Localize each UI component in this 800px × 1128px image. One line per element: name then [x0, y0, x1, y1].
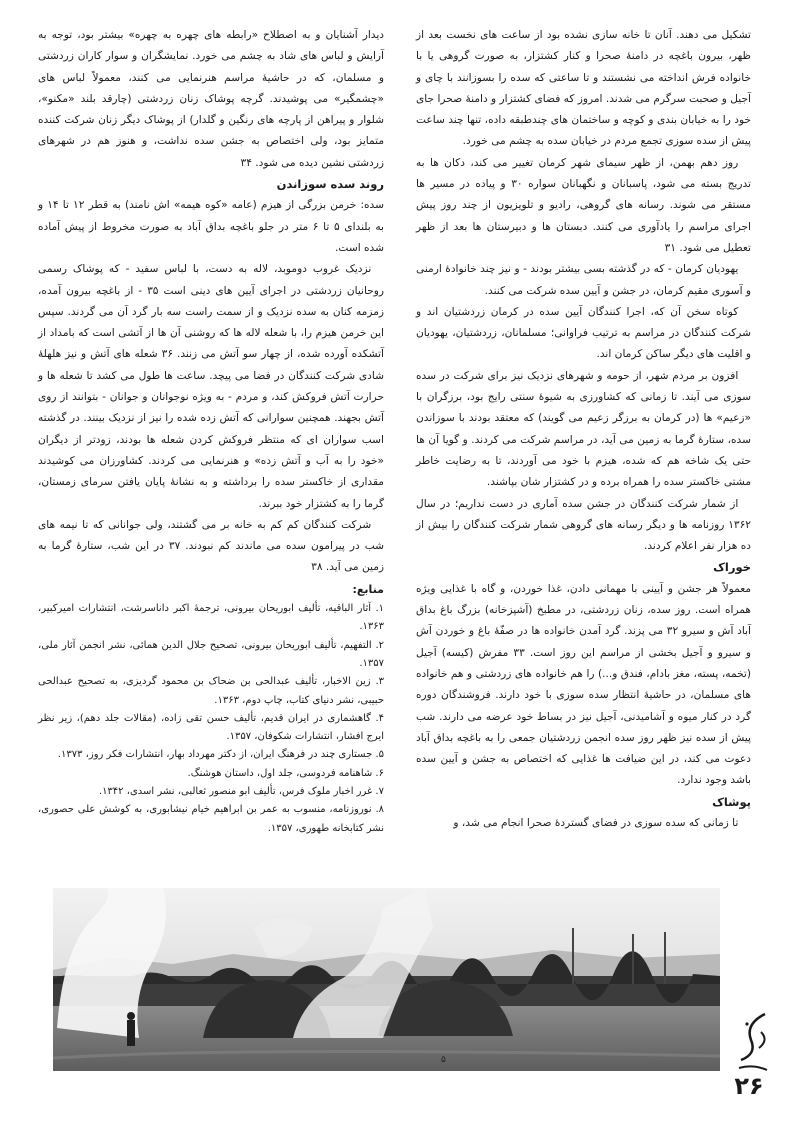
paragraph: روز دهم بهمن، از ظهر سیمای شهر کرمان تغییر می کند، دکان ها به تدریج بسته می شود، پاسبانان و نگهبانان سواره ۳۰ و پیاده در مسیر ها مستقر می شوند. رسانه های گروهی، رادیو و تلویزیون از چند روز پیش اجرای مراسم را یادآوری می کنند. دبستان ها و دبیرستان ها بعد از ظهر تعطیل می شود. ۳۱	[416, 156, 751, 254]
source-item: ۴. گاهشماری در ایران قدیم، تألیف حسن تقی زاده، (مقالات جلد دهم)، زیر نظر ایرج افشار، انتشارات شکوفان، ۱۳۵۷.	[38, 712, 384, 743]
sadeh-bonfire-photo	[53, 888, 720, 1071]
photo-figure	[127, 1020, 135, 1046]
section-heading-food: خوراک	[713, 560, 751, 575]
paragraph: کوتاه سخن آن که، اجرا کنندگان آیین سده در کرمان زردشتیان اند و شرکت کنندگان در مراسم به ترتیب فراوانی؛ مسلمانان، زردشتیان، یهودیان و اقلیت های دیگر ساکن کرمان اند.	[416, 305, 751, 361]
paragraph: شرکت کنندگان کم کم به خانه بر می گشتند، ولی جوانانی که تا نیمه های شب در پیرامون سده می ماندند کم نبودند. ۳۷ در این شب، ستارهٔ گرما به زمین می آید. ۳۸	[38, 518, 384, 574]
source-item: ۸. نوروزنامه، منسوب به عمر بن ابراهیم خیام نیشابوری، به کوشش علی حصوری، نشر کتابخانه طهوری، ۱۳۵۷.	[38, 804, 384, 834]
source-item: ۷. غرر اخبار ملوک فرس، تألیف ابو منصور ثعالبی، نشر اسدی، ۱۳۴۲.	[98, 785, 384, 797]
section-heading-clothing: پوشاک	[712, 794, 751, 809]
left-text-column	[38, 25, 384, 838]
paragraph: یهودیان کرمان - که در گذشته بسی بیشتر بودند - و نیز چند خانوادهٔ ارمنی و آسوری مقیم کرمان، در جشن و آیین سده شرکت می کنند.	[416, 263, 751, 297]
paragraph: دیدار آشنایان و به اصطلاح «رابطه های چهره به چهره» بیشتر بود، توجه به آرایش و لباس های شاد به چشم می خورد. نمایشگران و سوار کاران زردشتی و مسلمان، که در حاشیهٔ مراسم هنرنمایی می کنند، معمولاً لباس های «چشمگیر» می پوشیدند. گرچه پوشاک زنان زردشتی (چارقد بلند «مکنو»، شلوار و پیراهن از پارچه های رنگین و گلدار) از پوشاک دیگر زنان شرکت کننده متمایز بود، ولی اختصاص به جشن سده نداشت، و هنوز هم در شهرهای زردشتی نشین دیده می شود. ۳۴	[38, 29, 384, 169]
paragraph: نزدیک غروب دوموبد، لاله به دست، با لباس سفید - که پوشاک رسمی روحانیان زردشتی در اجرای آیین های دینی است ۳۵ - از باغچه بیرون آمده، زمزمه کنان به سده نزدیک و از سمت راست سه بار گرد آن می گردند. سپس این خرمن هیزم را، با شعله لاله ها که روشنی آن ها از آتشی است که بامداد از آتشکده آورده شده، از چهار سو آتش می زنند. ۳۶ شعله های آتش و نیز هلهلهٔ شادی شرکت کنندگان در فضا می پیچد. ساعت ها طول می کشد تا شعله ها و حرارت آتش فروکش کند، و مردم - به ویژه نوجوانان و جوانان - بتوانند از روی آتش بجهند. همچنین سوارانی که آتش زده شده را نیز از نزدیک بینند. در گذشته اسب سواران ای که منتظر فروکش کردن شعله ها بودند، زودتر از دیگران «خود را به آب و آتش زده» و هنرنمایی می کردند. کشاورزان می کوشیدند مقداری از خاکستر سده را برداشته و به نشانهٔ پایان یافتن سرمای زمستان، گرما را به کشتزار خود ببرند.	[38, 263, 384, 510]
sources-list	[38, 600, 384, 838]
photo-figure-head	[127, 1012, 135, 1020]
section-heading-burning: روند سده سوزاندن	[276, 177, 384, 192]
kerman-logo	[731, 1010, 775, 1074]
source-item: ۵. جستاری چند در فرهنگ ایران، از دکتر مهرداد بهار، انتشارات فکر روز، ۱۳۷۳.	[57, 749, 384, 761]
paragraph: تشکیل می دهند. آنان تا خانه سازی نشده بود از ساعت های نخست بعد از ظهر، بیرون باغچه در دامنهٔ صحرا و کنار کشتزار، به صورت گروهی یا با خانواده فرش انداخته می نشستند و تا ساعتی که سده را بسوزانند با چای و آجیل و صحبت سرگرم می شدند. امروز که فضای کشتزار و دامنهٔ صحرا جای خود را به خیابان بندی و کوچه و ساختمان های چندطبقه داده، تنها چند ساعت پیش از سده سوزی تجمع مردم در خیابان سده به چشم می خورد.	[416, 29, 751, 148]
source-item: ۲. التفهیم، تألیف ابوریحان بیرونی، تصحیح جلال الدین همائی، نشر انجمن آثار ملی، ۱۳۵۷.	[38, 639, 384, 669]
paragraph: معمولاً هر جشن و آیینی با مهمانی دادن، غذا خوردن، و گاه با غذایی ویژه همراه است. روز سده، زنان زردشتی، در مطبخ (آشپزخانه) بزرگ باغ بداق آباد آش و سیرو ۳۲ می پزند. گرد آمدن خانواده ها در صفّهٔ باغ و خوردن آش و سیرو و آجیل بخشی از مراسم این روز است. ۳۳ مفرش (کیسه) آجیل (تخمه، پسته، مغز بادام، فندق و...) را هم خانواده های زردشتی و هم خانواده های مسلمان، در حاشیهٔ انتظار سده سوزی با خود دارند. فروشندگان دوره گرد در کنار میوه و آشامیدنی، آجیل نیز در بساط خود عرضه می دارند. شب پیش از سده نیز ظهر روز سده انجمن زردشتیان جمعی را به باغچه بداق آباد دعوت می کند، در این ضیافت ها غذایی که اختصاص به جشن و آیین سده باشد وجود ندارد.	[416, 582, 751, 787]
source-item: ۱. آثار الباقیه، تألیف ابوریحان بیرونی، ترجمهٔ اکبر داناسرشت، انتشارات امیرکبیر، ۱۳۶۳.	[38, 603, 384, 633]
paragraph: سده: خرمن بزرگی از هیزم (عامه «کوه هیمه» اش نامند) به قطر ۱۲ تا ۱۴ و به بلندای ۵ تا ۶ متر در جلو باغچه بداق آباد به صورت مخروط از پیش آماده شده است.	[38, 199, 385, 254]
source-item: ۶. شاهنامه فردوسی، جلد اول، داستان هوشنگ.	[187, 767, 384, 779]
photo-caption-mark: ۵	[441, 1055, 446, 1065]
paragraph: تا زمانی که سده سوزی در فضای گستردهٔ صحرا انجام می شد، و	[453, 816, 739, 829]
page-number: ۲۶	[734, 1072, 764, 1100]
source-item: ۳. زین الاخبار، تألیف عبدالحی بن ضحاک بن محمود گردیزی، به تصحیح عبدالحی حبیبی، نشر دنیای کتاب، چاپ دوم، ۱۳۶۳.	[38, 676, 384, 706]
paragraph: افزون بر مردم شهر، از حومه و شهرهای نزدیک نیز برای شرکت در سده سوزی می آیند. تا زمانی که کشاورزی به شیوهٔ سنتی رایج بود، برزگران با «زعیم» ها (در کرمان به برزگر زعیم می گویند) که معتقد بودند با سوزاندن سده، ستارهٔ گرما به زمین می آید، در مراسم شرکت می کردند. و گویا آن ها حتی یک شاخه هم که شده، هیزم با خود می آوردند، تا به رضایت خاطر مشتی خاکستر سده را همراه برده و در کشتزار شان بپاشند.	[416, 369, 751, 489]
right-text-column	[416, 25, 751, 834]
sources-heading: منابع:	[352, 582, 384, 596]
paragraph: از شمار شرکت کنندگان در جشن سده آماری در دست نداریم؛ در سال ۱۳۶۲ روزنامه ها و دیگر رسانه های گروهی شمار شرکت کنندگان را بیش از ده هزار نفر اعلام کردند.	[416, 497, 751, 553]
